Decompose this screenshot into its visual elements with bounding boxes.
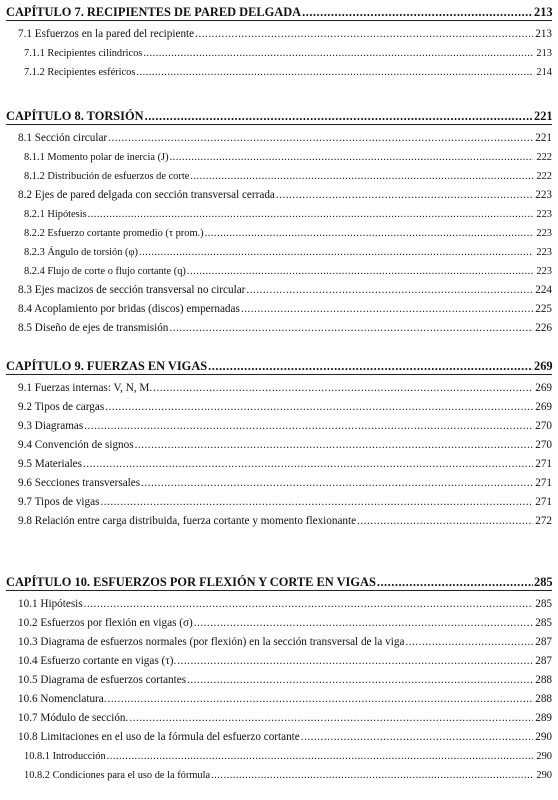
dot-leader — [187, 671, 533, 690]
toc-subentry[interactable] — [6, 167, 552, 186]
entry-page-number: 223 — [536, 266, 552, 277]
dot-leader — [108, 129, 533, 148]
entry-label: 10.2 Esfuerzos por flexión en vigas (σ) — [18, 617, 193, 629]
dot-leader — [208, 358, 533, 374]
toc-entry[interactable] — [6, 512, 552, 531]
chapter-title: CAPÍTULO 9. FUERZAS EN VIGAS — [6, 359, 208, 373]
dot-leader — [211, 766, 533, 785]
entry-label: 10.4 Esfuerzo cortante en vigas (τ). — [18, 655, 177, 667]
dot-leader — [153, 379, 533, 398]
entry-label: 9.6 Secciones transversales — [18, 477, 141, 489]
toc-subentry[interactable] — [6, 766, 552, 785]
toc-entry[interactable] — [6, 398, 552, 417]
entry-label: 7.1 Esfuerzos en la pared del recipiente — [18, 28, 195, 40]
dot-leader — [88, 205, 533, 224]
toc-entry[interactable] — [6, 474, 552, 493]
entry-page-number: 272 — [535, 515, 552, 527]
toc-subentry[interactable] — [6, 262, 552, 281]
toc-subentry[interactable] — [6, 747, 552, 766]
toc-entry[interactable] — [6, 709, 552, 728]
dot-leader — [301, 728, 533, 747]
entry-page-number: 285 — [535, 617, 552, 629]
dot-leader — [357, 512, 533, 531]
dot-leader — [170, 148, 533, 167]
toc-entry[interactable] — [6, 595, 552, 614]
chapter-underline — [6, 20, 552, 21]
entry-label: 10.8.2 Condiciones para el uso de la fórmula — [24, 770, 211, 781]
chapter-heading[interactable] — [6, 108, 552, 124]
toc-entry[interactable] — [6, 728, 552, 747]
entry-label: 8.4 Acoplamiento por bridas (discos) empernadas — [18, 303, 240, 315]
toc-subentry[interactable] — [6, 44, 552, 63]
entry-page-number: 269 — [535, 401, 552, 413]
entry-label: 8.2.3 Ángulo de torsión (φ) — [24, 247, 138, 258]
toc-entry[interactable] — [6, 129, 552, 148]
chapter-page-number: 285 — [534, 575, 553, 589]
dot-leader — [194, 614, 533, 633]
entry-page-number: 223 — [536, 228, 552, 239]
entry-label: 8.2.2 Esfuerzo cortante promedio (τ prom.) — [24, 228, 204, 239]
entry-label: 9.1 Fuerzas internas: V, N, M. — [18, 382, 153, 394]
toc-subentry[interactable] — [6, 205, 552, 224]
entry-label: 7.1.1 Recipientes cilíndricos — [24, 48, 143, 59]
chapter-heading[interactable] — [6, 358, 552, 374]
entry-label: 10.8 Limitaciones en el uso de la fórmula del esfuerzo cortante — [18, 731, 300, 743]
dot-leader — [108, 690, 533, 709]
dot-leader — [84, 417, 533, 436]
entry-page-number: 287 — [535, 655, 552, 667]
dot-leader — [276, 186, 533, 205]
chapter-section — [0, 358, 558, 531]
toc-entry[interactable] — [6, 379, 552, 398]
entry-page-number: 270 — [535, 420, 552, 432]
chapter-underline — [6, 590, 552, 591]
entry-page-number: 289 — [535, 712, 552, 724]
chapter-title: CAPÍTULO 10. ESFUERZOS POR FLEXIÓN Y CORTE EN VIGAS — [6, 575, 376, 589]
dot-leader — [190, 167, 533, 186]
dot-leader — [135, 436, 533, 455]
entry-page-number: 224 — [535, 284, 552, 296]
entry-page-number: 213 — [535, 28, 552, 40]
entry-page-number: 214 — [536, 67, 552, 78]
entry-page-number: 222 — [536, 152, 552, 163]
entry-label: 10.5 Diagrama de esfuerzos cortantes — [18, 674, 187, 686]
dot-leader — [169, 319, 533, 338]
entry-page-number: 225 — [535, 303, 552, 315]
entry-page-number: 290 — [536, 751, 552, 762]
entry-label: 9.7 Tipos de vigas — [18, 496, 100, 508]
dot-leader — [302, 4, 533, 20]
entry-page-number: 271 — [535, 458, 552, 470]
entry-label: 9.5 Materiales — [18, 458, 82, 470]
entry-label: 9.2 Tipos de cargas — [18, 401, 105, 413]
toc-entry[interactable] — [6, 614, 552, 633]
dot-leader — [241, 300, 533, 319]
entry-page-number: 223 — [536, 209, 552, 220]
dot-leader — [141, 474, 533, 493]
dot-leader — [145, 108, 533, 124]
entry-page-number: 285 — [535, 598, 552, 610]
entry-label: 8.2 Ejes de pared delgada con sección transversal cerrada — [18, 189, 275, 201]
entry-label: 8.2.4 Flujo de corte o flujo cortante (q) — [24, 266, 186, 277]
entry-page-number: 222 — [536, 171, 552, 182]
toc-subentry[interactable] — [6, 63, 552, 82]
dot-leader — [377, 574, 533, 590]
entry-page-number: 221 — [535, 132, 552, 144]
chapter-page-number: 213 — [534, 5, 553, 19]
entry-page-number: 271 — [535, 477, 552, 489]
dot-leader — [187, 262, 533, 281]
dot-leader — [195, 25, 533, 44]
toc-entry[interactable] — [6, 319, 552, 338]
toc-entry[interactable] — [6, 186, 552, 205]
toc-subentry[interactable] — [6, 224, 552, 243]
entry-page-number: 288 — [535, 693, 552, 705]
entry-label: 8.1.1 Momento polar de inercia (J) — [24, 152, 169, 163]
toc-subentry[interactable] — [6, 243, 552, 262]
toc-entry[interactable] — [6, 300, 552, 319]
entry-page-number: 223 — [535, 189, 552, 201]
dot-leader — [143, 44, 533, 63]
dot-leader — [205, 224, 533, 243]
toc-entry[interactable] — [6, 455, 552, 474]
entry-label: 10.6 Nomenclatura. — [18, 693, 107, 705]
entry-label: 9.3 Diagramas — [18, 420, 84, 432]
toc-entry[interactable] — [6, 652, 552, 671]
dot-leader — [136, 63, 533, 82]
entry-label: 8.1 Sección circular — [18, 132, 108, 144]
chapter-title: CAPÍTULO 7. RECIPIENTES DE PARED DELGADA — [6, 5, 302, 19]
entry-page-number: 213 — [536, 48, 552, 59]
chapter-section — [0, 574, 558, 785]
entry-label: 10.3 Diagrama de esfuerzos normales (por flexión) en la sección transversal de la viga — [18, 636, 405, 648]
entry-label: 8.1.2 Distribución de esfuerzos de corte — [24, 171, 190, 182]
entry-label: 10.7 Módulo de sección. — [18, 712, 129, 724]
dot-leader — [84, 595, 533, 614]
entry-page-number: 271 — [535, 496, 552, 508]
entry-page-number: 288 — [535, 674, 552, 686]
entry-label: 9.8 Relación entre carga distribuida, fuerza cortante y momento flexionante — [18, 515, 357, 527]
chapter-page-number: 269 — [534, 359, 553, 373]
dot-leader — [246, 281, 533, 300]
chapter-underline — [6, 374, 552, 375]
toc-entry[interactable] — [6, 25, 552, 44]
entry-label: 7.1.2 Recipientes esféricos — [24, 67, 136, 78]
entry-page-number: 223 — [536, 247, 552, 258]
toc-subentry[interactable] — [6, 148, 552, 167]
entry-page-number: 290 — [536, 770, 552, 781]
entry-label: 10.1 Hipótesis — [18, 598, 83, 610]
entry-label: 8.2.1 Hipótesis — [24, 209, 87, 220]
toc-entry[interactable] — [6, 690, 552, 709]
entry-label: 8.3 Ejes macizos de sección transversal no circular — [18, 284, 246, 296]
chapter-section — [0, 4, 558, 82]
entry-page-number: 226 — [535, 322, 552, 334]
entry-label: 9.4 Convención de signos — [18, 439, 134, 451]
entry-page-number: 270 — [535, 439, 552, 451]
dot-leader — [139, 243, 533, 262]
dot-leader — [83, 455, 533, 474]
chapter-underline — [6, 124, 552, 125]
toc-entry[interactable] — [6, 493, 552, 512]
toc-entry[interactable] — [6, 417, 552, 436]
chapter-page-number: 221 — [534, 109, 553, 123]
dot-leader — [129, 709, 533, 728]
entry-label: 8.5 Diseño de ejes de transmisión — [18, 322, 169, 334]
dot-leader — [105, 398, 533, 417]
chapter-heading[interactable] — [6, 4, 552, 20]
toc-entry[interactable] — [6, 436, 552, 455]
dot-leader — [405, 633, 533, 652]
dot-leader — [177, 652, 533, 671]
entry-page-number: 287 — [535, 636, 552, 648]
toc-entry[interactable] — [6, 671, 552, 690]
chapter-heading[interactable] — [6, 574, 552, 590]
chapter-section — [0, 108, 558, 338]
dot-leader — [100, 493, 533, 512]
entry-page-number: 269 — [535, 382, 552, 394]
toc-entry[interactable] — [6, 281, 552, 300]
chapter-title: CAPÍTULO 8. TORSIÓN — [6, 109, 144, 123]
entry-page-number: 290 — [535, 731, 552, 743]
toc-entry[interactable] — [6, 633, 552, 652]
dot-leader — [107, 747, 533, 766]
entry-label: 10.8.1 Introducción — [24, 751, 106, 762]
